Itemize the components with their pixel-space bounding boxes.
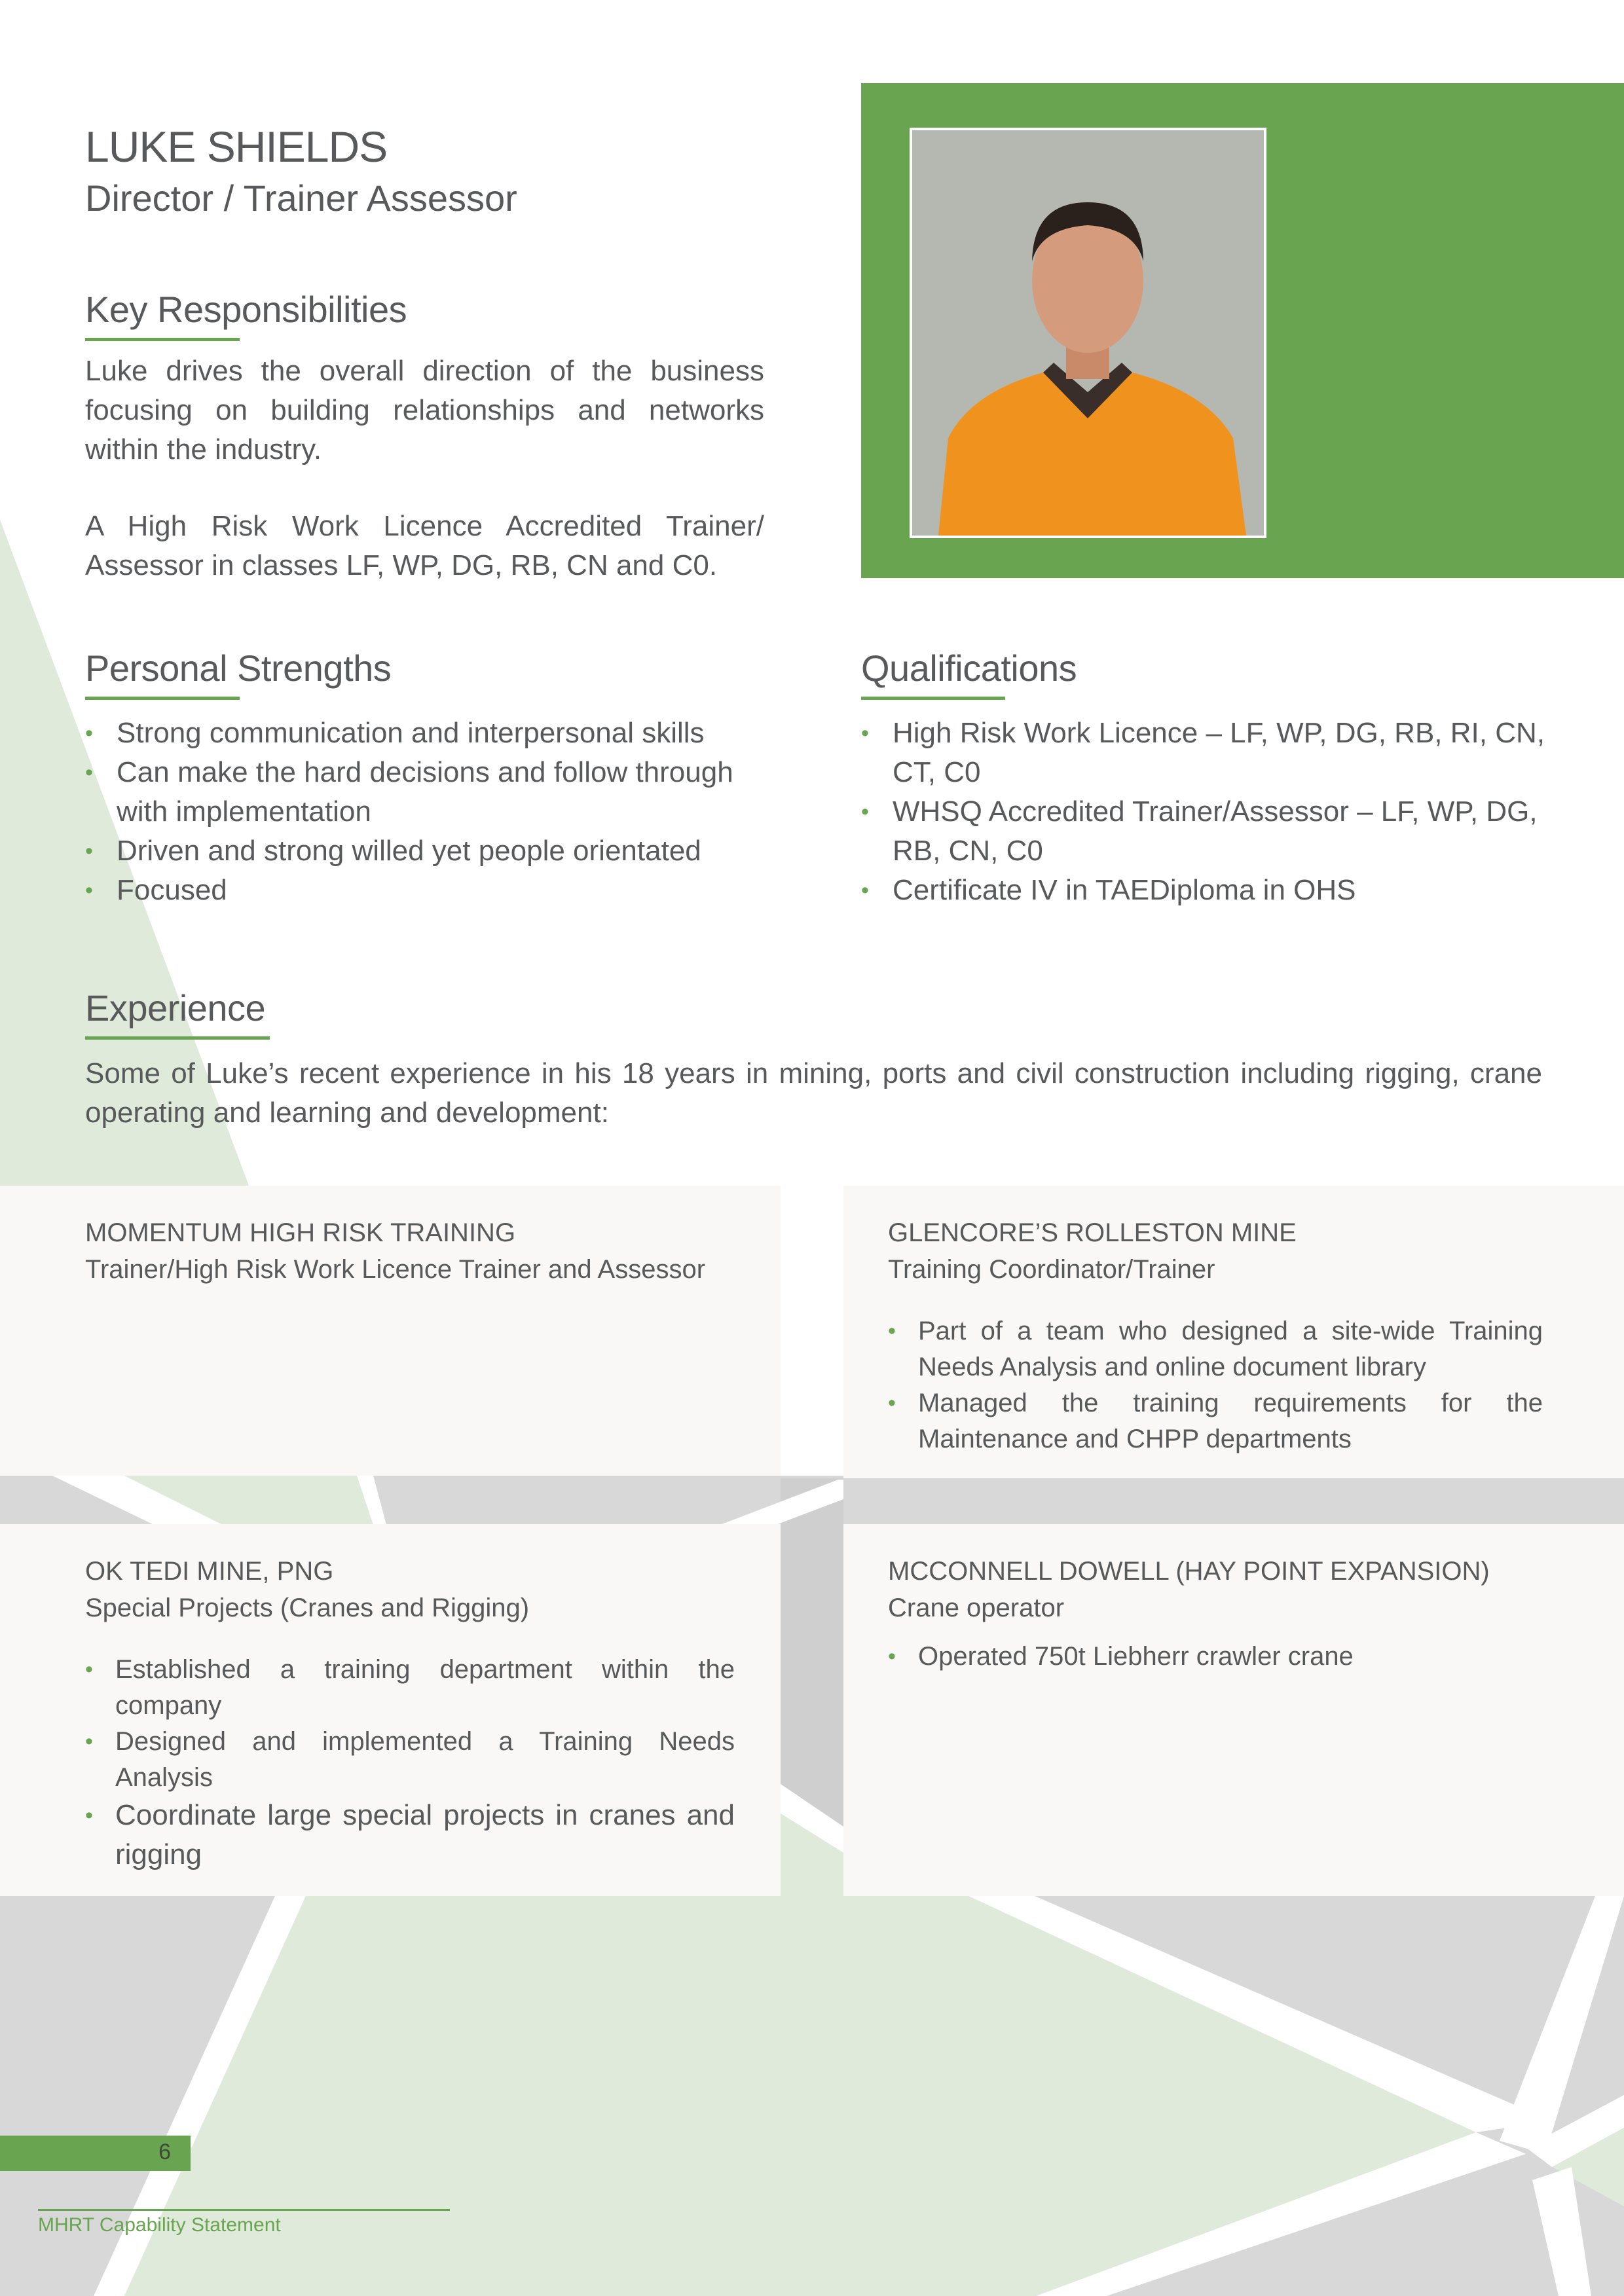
list-item: • Part of a team who designed a site-wide Training Needs Analysis and online document library xyxy=(888,1313,1543,1385)
qualifications-heading: Qualifications xyxy=(861,647,1077,689)
card-company: MCCONNELL DOWELL (HAY POINT EXPANSION) xyxy=(888,1557,1490,1586)
footer-divider xyxy=(38,2209,450,2211)
list-item: • Designed and implemented a Training Needs Analysis xyxy=(85,1724,735,1796)
experience-card xyxy=(843,1524,1624,1896)
heading-underline xyxy=(85,697,240,700)
list-item: • Strong communication and interpersonal skills xyxy=(85,714,779,753)
experience-card xyxy=(0,1186,781,1476)
qualifications-list xyxy=(861,714,1555,910)
heading-underline xyxy=(85,1036,270,1040)
card-company: GLENCORE’S ROLLESTON MINE xyxy=(888,1218,1297,1247)
list-item: • WHSQ Accredited Trainer/Assessor – LF, WP, DG, RB, CN, C0 xyxy=(861,792,1555,871)
person-name: LUKE SHIELDS xyxy=(85,122,388,171)
list-item: • High Risk Work Licence – LF, WP, DG, RB, RI, CN, CT, C0 xyxy=(861,714,1555,792)
list-item: • Focused xyxy=(85,871,779,910)
card-role: Trainer/High Risk Work Licence Trainer and Assessor xyxy=(85,1255,706,1284)
list-item: • Driven and strong willed yet people orientated xyxy=(85,831,779,871)
list-item: • Coordinate large special projects in cranes and rigging xyxy=(85,1796,735,1874)
list-item: • Managed the training requirements for the Maintenance and CHPP departments xyxy=(888,1385,1543,1457)
experience-intro: Some of Luke’s recent experience in his 18 years in mining, ports and civil construction including rigging, crane operating and learning and development: xyxy=(85,1057,1542,1129)
personal-strengths-heading: Personal Strengths xyxy=(85,647,392,689)
portrait-photo xyxy=(910,128,1266,538)
list-item: • Operated 750t Liebherr crawler crane xyxy=(888,1639,1543,1675)
card-company: OK TEDI MINE, PNG xyxy=(85,1557,334,1586)
list-item: • Certificate IV in TAEDiploma in OHS xyxy=(861,871,1555,910)
card-role: Training Coordinator/Trainer xyxy=(888,1255,1215,1284)
card-company: MOMENTUM HIGH RISK TRAINING xyxy=(85,1218,516,1247)
personal-strengths-list xyxy=(85,714,779,910)
person-role: Director / Trainer Assessor xyxy=(85,177,517,219)
responsibilities-paragraph: Luke drives the overall direction of the business focusing on building relationships and networks within the industry. xyxy=(85,355,764,465)
page-number: 6 xyxy=(158,2140,171,2164)
footer-document-title: MHRT Capability Statement xyxy=(38,2214,281,2236)
heading-underline xyxy=(85,338,240,341)
experience-card xyxy=(843,1186,1624,1478)
heading-underline xyxy=(861,697,1005,700)
card-role: Special Projects (Cranes and Rigging) xyxy=(85,1594,530,1622)
list-item: • Can make the hard decisions and follow through with implementation xyxy=(85,753,779,831)
experience-heading: Experience xyxy=(85,987,266,1029)
responsibilities-paragraph: A High Risk Work Licence Accredited Trainer/ Assessor in classes LF, WP, DG, RB, CN and C0. xyxy=(85,510,764,581)
page-number-box xyxy=(0,2136,191,2171)
card-list xyxy=(888,1313,1543,1457)
experience-card xyxy=(0,1524,781,1896)
key-responsibilities-heading: Key Responsibilities xyxy=(85,289,407,330)
card-role: Crane operator xyxy=(888,1594,1065,1622)
card-list xyxy=(85,1652,735,1874)
card-list xyxy=(888,1639,1543,1675)
list-item: • Established a training department within the company xyxy=(85,1652,735,1724)
